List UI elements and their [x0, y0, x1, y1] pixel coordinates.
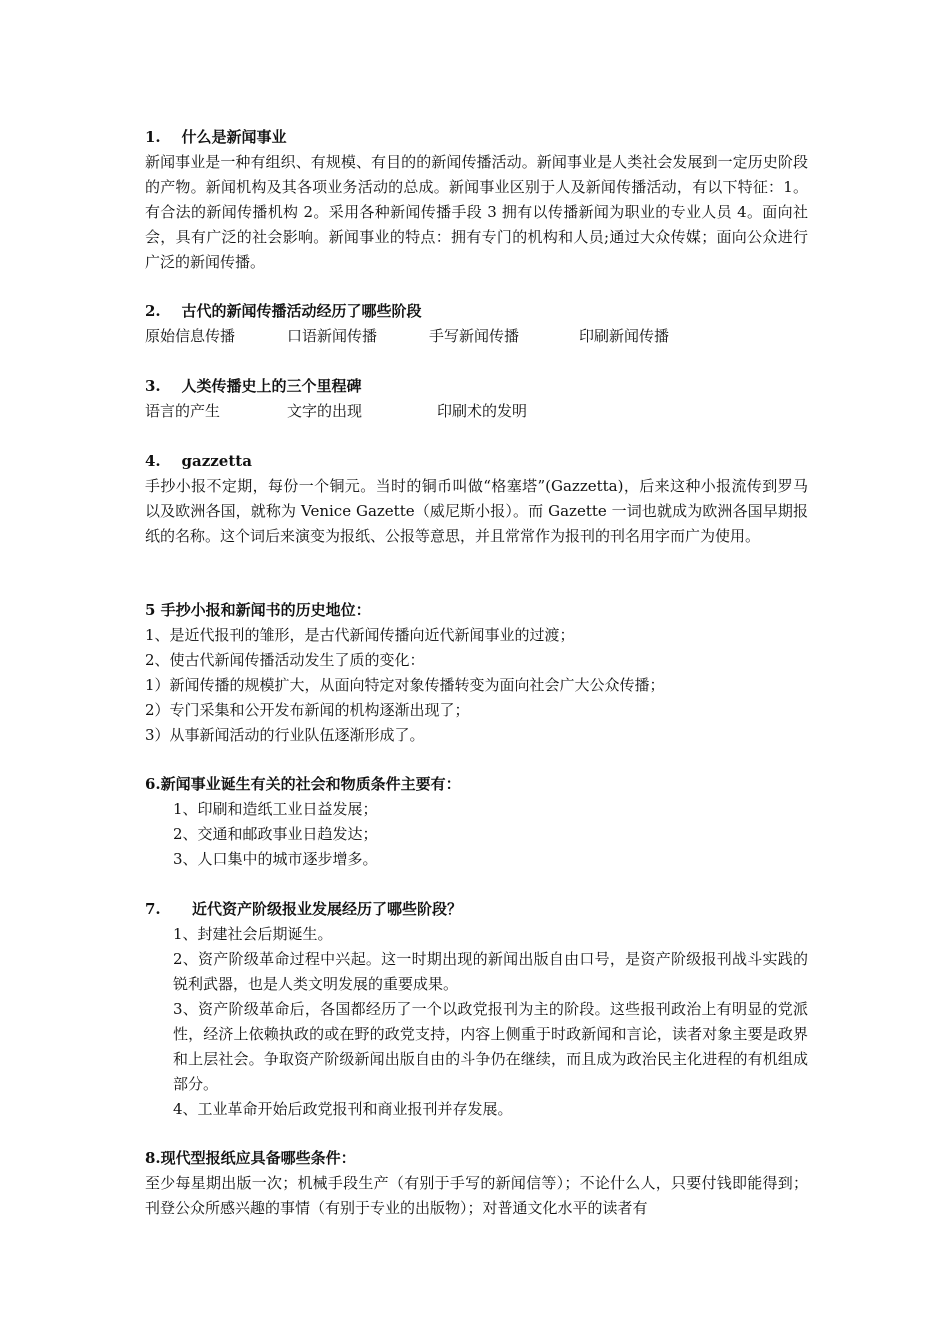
milestone-item: 语言的产生 [145, 402, 221, 420]
section-2 [145, 299, 808, 349]
stage-item: 原始信息传播 [145, 327, 236, 345]
section-8-heading: 8.现代型报纸应具备哪些条件： [145, 1149, 356, 1167]
list-item: 2、资产阶级革命过程中兴起。这一时期出现的新闻出版自由口号，是资产阶级报刊战斗实践的锐利武器，也是人类文明发展的重要成果。 [173, 950, 808, 993]
section-5 [145, 598, 808, 748]
section-3-heading: 3. 人类传播史上的三个里程碑 [145, 377, 362, 395]
section-6-heading: 6.新闻事业诞生有关的社会和物质条件主要有： [145, 775, 461, 793]
list-item: 3、资产阶级革命后，各国都经历了一个以政党报刊为主的阶段。这些报刊政治上有明显的党派性，经济上依赖执政的或在野的政党支持，内容上侧重于时政新闻和言论，读者对象主要是政界和上层社会。争取资产阶级新闻出版自由的斗争仍在继续，而且成为政治民主化进程的有机组成部分。 [173, 1000, 808, 1093]
list-item: 1）新闻传播的规模扩大，从面向特定对象传播转变为面向社会广大公众传播； [145, 676, 665, 694]
list-item: 1、印刷和造纸工业日益发展； [173, 800, 378, 818]
section-7 [145, 897, 808, 1122]
section-6 [145, 772, 808, 872]
milestone-item: 印刷术的发明 [437, 402, 528, 420]
list-item: 2）专门采集和公开发布新闻的机构逐渐出现了； [145, 701, 470, 719]
section-4 [145, 449, 808, 549]
milestone-item: 文字的出现 [287, 402, 363, 420]
section-5-heading: 5 手抄小报和新闻书的历史地位： [145, 601, 371, 619]
stage-item: 手写新闻传播 [429, 327, 520, 345]
section-8-body: 至少每星期出版一次；机械手段生产（有别于手写的新闻信等）；不论什么人，只要付钱即能得到；刊登公众所感兴趣的事情（有别于专业的出版物）；对普通文化水平的读者有 [145, 1174, 808, 1217]
section-4-body: 手抄小报不定期，每份一个铜元。当时的铜币叫做“格塞塔”(Gazzetta)，后来这种小报流传到罗马以及欧洲各国，就称为 Venice Gazette（威尼斯小报）。而 Gazette 一词也就成为欧洲各国早期报纸的名称。这个词后来演变为报纸、公报等意思，并且常常作为报刊的刊名用字而广为使用。 [145, 477, 808, 545]
list-item: 2、交通和邮政事业日趋发达； [173, 825, 378, 843]
stage-item: 印刷新闻传播 [579, 327, 670, 345]
stage-list [145, 324, 808, 349]
section-2-heading: 2. 古代的新闻传播活动经历了哪些阶段 [145, 302, 422, 320]
list-item: 4、工业革命开始后政党报刊和商业报刊并存发展。 [173, 1100, 513, 1118]
section-4-heading: 4. gazzetta [145, 452, 252, 470]
section-1-body: 新闻事业是一种有组织、有规模、有目的的新闻传播活动。新闻事业是人类社会发展到一定历史阶段的产物。新闻机构及其各项业务活动的总成。新闻事业区别于人及新闻传播活动，有以下特征：1。有合法的新闻传播机构 2。采用各种新闻传播手段 3 拥有以传播新闻为职业的专业人员 4。面向社会，具有广泛的社会影响。新闻事业的特点：拥有专门的机构和人员;通过大众传媒；面向公众进行广泛的新闻传播。 [145, 153, 808, 271]
section-1-heading: 1. 什么是新闻事业 [145, 128, 287, 146]
list-item: 2、使古代新闻传播活动发生了质的变化： [145, 651, 425, 669]
list-item: 3）从事新闻活动的行业队伍逐渐形成了。 [145, 726, 425, 744]
milestone-list [145, 399, 808, 424]
section-8 [145, 1146, 808, 1221]
list-item: 1、是近代报刊的雏形，是古代新闻传播向近代新闻事业的过渡； [145, 626, 575, 644]
list-item: 1、封建社会后期诞生。 [173, 925, 333, 943]
list-item: 3、人口集中的城市逐步增多。 [173, 850, 378, 868]
section-7-heading: 7. 近代资产阶级报业发展经历了哪些阶段？ [145, 900, 462, 918]
stage-item: 口语新闻传播 [287, 327, 378, 345]
section-1 [145, 125, 808, 275]
section-3 [145, 374, 808, 424]
